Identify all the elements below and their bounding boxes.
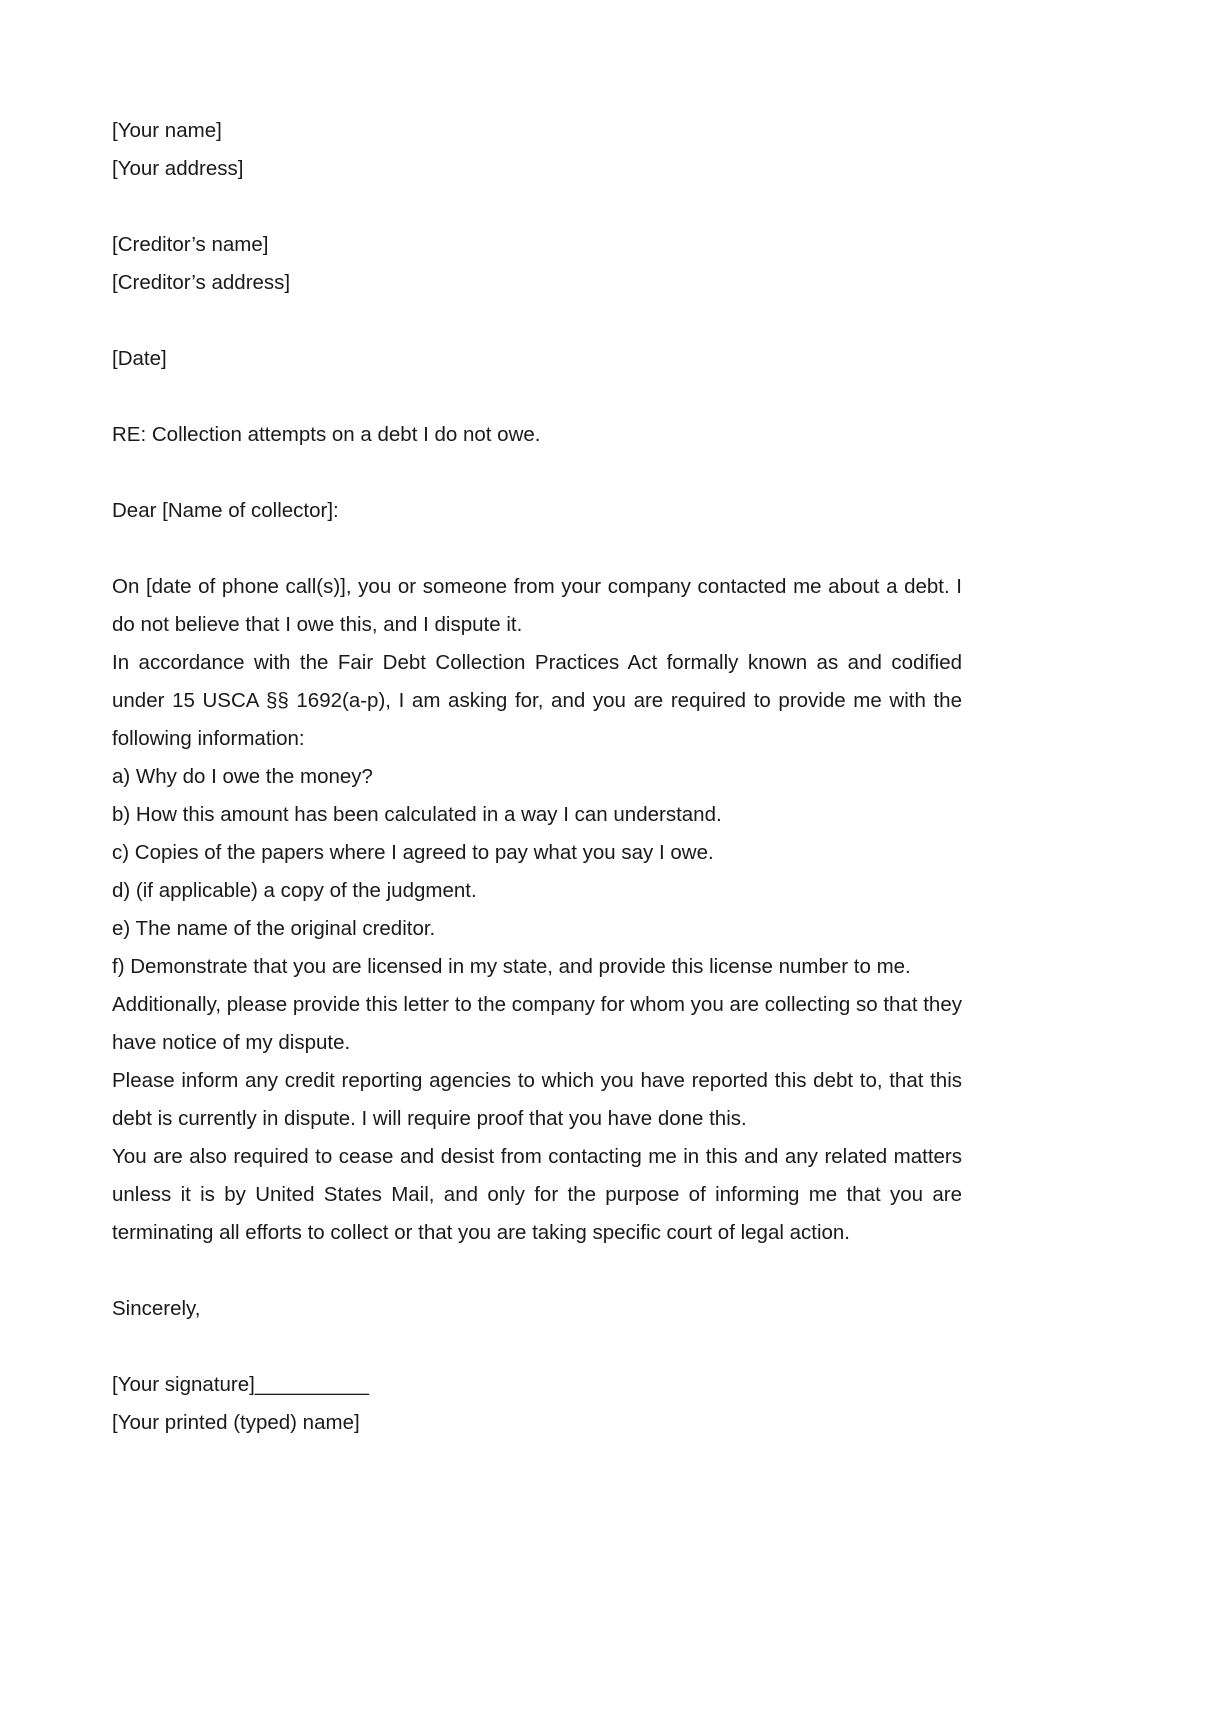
request-item-f: f) Demonstrate that you are licensed in my state, and provide this license number to me. xyxy=(112,955,911,978)
request-item-a: a) Why do I owe the money? xyxy=(112,765,373,788)
body-paragraph-opening: On [date of phone call(s)], you or someone from your company contacted me about a debt. I do not believe that I owe this, and I dispute it. xyxy=(112,575,962,636)
spacer xyxy=(112,530,962,568)
sender-address: [Your address] xyxy=(112,157,244,180)
spacer xyxy=(112,188,962,226)
body-paragraph-additionally: Additionally, please provide this letter to the company for whom you are collecting so that they have notice of my dispute. xyxy=(112,993,962,1054)
subject-line: RE: Collection attempts on a debt I do not owe. xyxy=(112,423,541,446)
body-paragraph-cease-desist: You are also required to cease and desist from contacting me in this and any related matters unless it is by United States Mail, and only for the purpose of informing me that you are terminating all efforts to collect or that you are taking specific court of legal action. xyxy=(112,1145,962,1244)
body-paragraph-fdcpa: In accordance with the Fair Debt Collection Practices Act formally known as and codified under 15 USCA §§ 1692(a-p), I am asking for, and you are required to provide me with the following information: xyxy=(112,651,962,750)
letter-body xyxy=(112,112,962,1442)
request-item-d: d) (if applicable) a copy of the judgment. xyxy=(112,879,477,902)
recipient-address: [Creditor’s address] xyxy=(112,271,291,294)
closing: Sincerely, xyxy=(112,1297,201,1320)
sender-name: [Your name] xyxy=(112,119,222,142)
spacer xyxy=(112,302,962,340)
body-paragraph-credit-agencies: Please inform any credit reporting agencies to which you have reported this debt to, that this debt is currently in dispute. I will require proof that you have done this. xyxy=(112,1069,962,1130)
recipient-name: [Creditor’s name] xyxy=(112,233,269,256)
printed-name-line: [Your printed (typed) name] xyxy=(112,1411,360,1434)
request-item-e: e) The name of the original creditor. xyxy=(112,917,436,940)
salutation: Dear [Name of collector]: xyxy=(112,499,339,522)
spacer xyxy=(112,1328,962,1366)
spacer xyxy=(112,454,962,492)
request-item-c: c) Copies of the papers where I agreed to pay what you say I owe. xyxy=(112,841,714,864)
spacer xyxy=(112,378,962,416)
signature-line: [Your signature]__________ xyxy=(112,1373,369,1396)
spacer xyxy=(112,1252,962,1290)
date-line: [Date] xyxy=(112,347,167,370)
request-item-b: b) How this amount has been calculated in a way I can understand. xyxy=(112,803,722,826)
